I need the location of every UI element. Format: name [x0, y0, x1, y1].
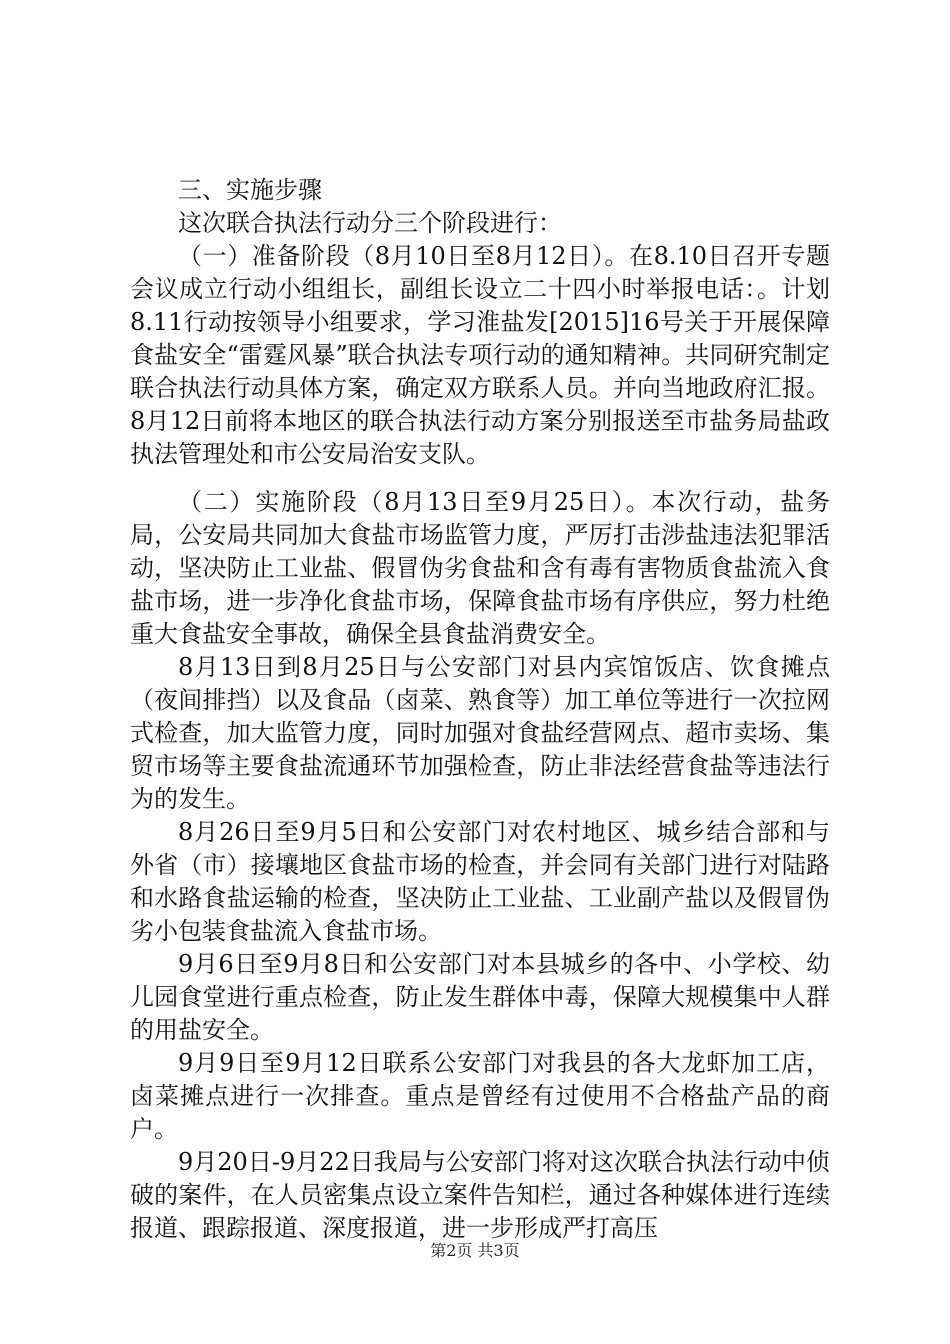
paragraph-sep6-sep8: 9月6日至9月8日和公安部门对本县城乡的各中、小学校、幼儿园食堂进行重点检查，防止发生群体中毒，保障大规模集中人群的用盐安全。 [130, 950, 830, 1044]
section-heading: 三、实施步骤 [178, 176, 322, 204]
paragraph-sep9-sep12: 9月9日至9月12日联系公安部门对我县的各大龙虾加工店，卤菜摊点进行一次排查。重点是曾经有过使用不合格盐产品的商户。 [130, 1049, 830, 1143]
page-footer [0, 1240, 950, 1262]
paragraph-intro: 这次联合执法行动分三个阶段进行： [178, 209, 562, 237]
paragraph-implementation-stage: （二）实施阶段（8月13日至9月25日）。本次行动，盐务局，公安局共同加大食盐市场监管力度，严厉打击涉盐违法犯罪活动，坚决防止工业盐、假冒伪劣食盐和含有毒有害物质食盐流入食盐市场，进一步净化食盐市场，保障食盐市场有序供应，努力杜绝重大食盐安全事故，确保全县食盐消费安全。 [130, 488, 830, 648]
paragraph-preparation-stage: （一）准备阶段（8月10日至8月12日）。在8.10日召开专题会议成立行动小组组长，副组长设立二十四小时举报电话：。计划8.11行动按领导小组要求，学习淮盐发[2015]16号关于开展保障食盐安全“雷霆风暴”联合执法专项行动的通知精神。共同研究制定联合执法行动具体方案，确定双方联系人员。并向当地政府汇报。8月12日前将本地区的联合执法行动方案分别报送至市盐务局盐政执法管理处和市公安局治安支队。 [130, 242, 830, 468]
paragraph-aug26-sep5: 8月26日至9月5日和公安部门对农村地区、城乡结合部和与外省（市）接壤地区食盐市场的检查，并会同有关部门进行对陆路和水路食盐运输的检查，坚决防止工业盐、工业副产盐以及假冒伪劣小包装食盐流入食盐市场。 [130, 818, 830, 945]
page-number: 第2页 共3页 [430, 1241, 520, 1260]
paragraph-sep20-sep22: 9月20日-9月22日我局与公安部门将对这次联合执法行动中侦破的案件，在人员密集点设立案件告知栏，通过各种媒体进行连续报道、跟踪报道、深度报道，进一步形成严打高压 [130, 1148, 830, 1242]
paragraph-aug13-aug25: 8月13日到8月25日与公安部门对县内宾馆饭店、饮食摊点（夜间排挡）以及食品（卤菜、熟食等）加工单位等进行一次拉网式检查，加大监管力度，同时加强对食盐经营网点、超市卖场、集贸市场等主要食盐流通环节加强检查，防止非法经营食盐等违法行为的发生。 [130, 653, 830, 813]
document-body [130, 174, 830, 1245]
